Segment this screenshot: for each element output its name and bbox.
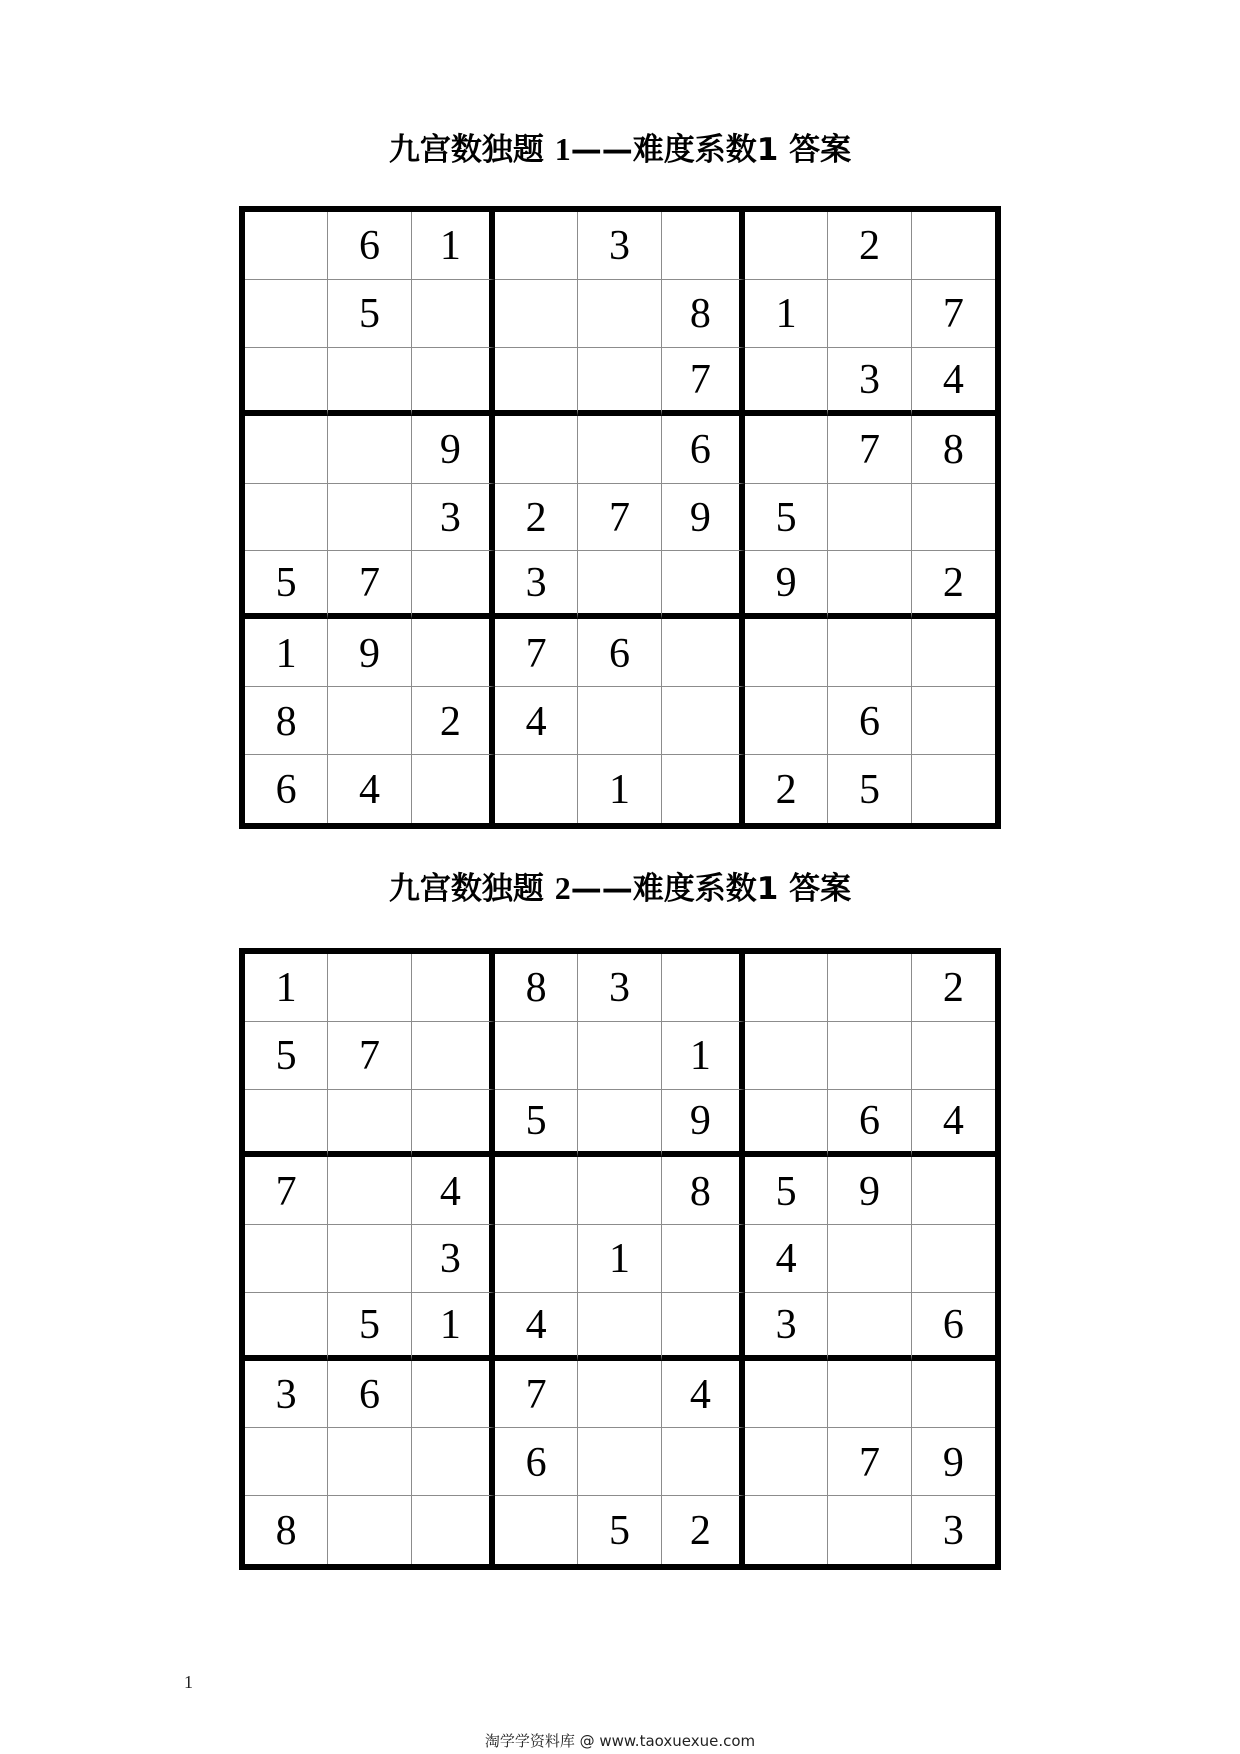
puzzle-1-title [0,131,1240,168]
sudoku-cell: 1 [578,1225,661,1293]
sudoku-cell [328,1496,411,1564]
sudoku-cell [578,1090,661,1158]
sudoku-cell [412,1361,495,1429]
sudoku-cell [412,348,495,416]
sudoku-cell: 4 [745,1225,828,1293]
sudoku-cell: 7 [328,551,411,619]
sudoku-cell: 1 [245,619,328,687]
sudoku-cell: 1 [662,1022,745,1090]
sudoku-cell: 5 [745,484,828,552]
sudoku-cell [328,1090,411,1158]
sudoku-cell [745,1361,828,1429]
sudoku-cell [495,280,578,348]
puzzle-1-title-prefix: 九宫数独题 [388,132,555,168]
sudoku-cell [495,212,578,280]
sudoku-cell: 2 [912,551,995,619]
sudoku-grid-1 [239,206,1001,829]
sudoku-cell [912,212,995,280]
sudoku-cell [828,484,911,552]
sudoku-cell [328,1225,411,1293]
sudoku-cell [745,1090,828,1158]
sudoku-cell: 5 [495,1090,578,1158]
sudoku-cell [912,619,995,687]
sudoku-cell [578,1022,661,1090]
sudoku-cell: 3 [412,1225,495,1293]
sudoku-cell: 9 [912,1428,995,1496]
sudoku-cell: 4 [495,687,578,755]
sudoku-cell [662,619,745,687]
sudoku-cell [412,1428,495,1496]
sudoku-cell: 6 [245,755,328,823]
sudoku-cell [662,1225,745,1293]
sudoku-cell [412,954,495,1022]
sudoku-cell: 4 [662,1361,745,1429]
sudoku-cell: 4 [912,348,995,416]
sudoku-cell: 2 [662,1496,745,1564]
sudoku-cell [578,1157,661,1225]
sudoku-cell [578,1293,661,1361]
sudoku-cell [828,551,911,619]
sudoku-cell: 1 [245,954,328,1022]
sudoku-cell [745,1022,828,1090]
sudoku-cell [578,687,661,755]
sudoku-grid-2 [239,948,1001,1570]
sudoku-cell: 7 [328,1022,411,1090]
sudoku-cell [578,1361,661,1429]
sudoku-cell [578,1428,661,1496]
sudoku-cell: 2 [745,755,828,823]
sudoku-cell [245,1090,328,1158]
sudoku-cell [828,280,911,348]
sudoku-cell: 7 [662,348,745,416]
sudoku-cell [912,1157,995,1225]
sudoku-cell: 4 [495,1293,578,1361]
sudoku-cell [912,1225,995,1293]
puzzle-2-title [0,870,1240,907]
sudoku-cell [245,212,328,280]
sudoku-cell [828,1361,911,1429]
sudoku-cell [328,416,411,484]
sudoku-cell: 2 [828,212,911,280]
sudoku-cell [662,212,745,280]
sudoku-cell [828,1022,911,1090]
sudoku-cell: 5 [745,1157,828,1225]
sudoku-cell [578,416,661,484]
sudoku-cell: 6 [912,1293,995,1361]
sudoku-cell [578,280,661,348]
sudoku-cell [662,687,745,755]
sudoku-cell [328,1157,411,1225]
puzzle-1-title-number: 1 [554,131,571,167]
sudoku-cell: 5 [328,280,411,348]
sudoku-cell: 3 [578,212,661,280]
sudoku-cell: 7 [912,280,995,348]
sudoku-cell: 2 [495,484,578,552]
page-number: 1 [184,1672,193,1692]
sudoku-cell [495,348,578,416]
sudoku-cell: 6 [328,1361,411,1429]
sudoku-cell [328,1428,411,1496]
sudoku-cell [828,1225,911,1293]
sudoku-cell: 2 [912,954,995,1022]
sudoku-cell: 7 [828,1428,911,1496]
sudoku-cell [745,619,828,687]
sudoku-cell [662,1428,745,1496]
sudoku-cell [245,280,328,348]
sudoku-cell: 6 [828,1090,911,1158]
sudoku-cell [412,551,495,619]
sudoku-cell: 7 [495,1361,578,1429]
sudoku-cell [745,954,828,1022]
sudoku-cell: 8 [245,687,328,755]
sudoku-cell: 9 [828,1157,911,1225]
sudoku-cell: 1 [412,1293,495,1361]
sudoku-cell: 5 [828,755,911,823]
sudoku-cell: 4 [912,1090,995,1158]
sudoku-cell: 7 [245,1157,328,1225]
sudoku-cell: 5 [328,1293,411,1361]
sudoku-cell [245,1293,328,1361]
sudoku-cell: 1 [745,280,828,348]
sudoku-cell: 9 [745,551,828,619]
sudoku-cell: 3 [828,348,911,416]
sudoku-cell: 3 [245,1361,328,1429]
sudoku-cell [412,1090,495,1158]
sudoku-cell [245,1225,328,1293]
sudoku-cell: 1 [578,755,661,823]
sudoku-cell [328,687,411,755]
sudoku-cell: 7 [828,416,911,484]
sudoku-cell: 5 [578,1496,661,1564]
sudoku-cell [745,416,828,484]
sudoku-cell: 8 [245,1496,328,1564]
footer-watermark [0,1730,1240,1751]
sudoku-cell: 3 [745,1293,828,1361]
sudoku-cell: 3 [578,954,661,1022]
sudoku-cell [912,1022,995,1090]
sudoku-cell [495,1022,578,1090]
sudoku-cell [912,1361,995,1429]
sudoku-cell [662,954,745,1022]
sudoku-cell [578,551,661,619]
sudoku-cell: 9 [412,416,495,484]
sudoku-cell [662,551,745,619]
sudoku-cell [412,1022,495,1090]
sudoku-cell [912,755,995,823]
sudoku-cell: 3 [495,551,578,619]
sudoku-cell: 6 [662,416,745,484]
sudoku-cell [745,1428,828,1496]
sudoku-cell [245,416,328,484]
sudoku-cell [662,755,745,823]
sudoku-cell [662,1293,745,1361]
sudoku-cell: 1 [412,212,495,280]
sudoku-cell [328,954,411,1022]
sudoku-cell [828,954,911,1022]
puzzle-2-title-suffix: ——难度系数1 答案 [570,871,852,907]
sudoku-cell: 5 [245,551,328,619]
sudoku-cell [328,484,411,552]
sudoku-cell: 4 [412,1157,495,1225]
sudoku-cell: 9 [662,484,745,552]
sudoku-cell [412,1496,495,1564]
sudoku-cell [245,348,328,416]
sudoku-cell [245,1428,328,1496]
sudoku-cell: 7 [495,619,578,687]
sudoku-cell [412,280,495,348]
sudoku-cell [745,687,828,755]
sudoku-cell: 5 [245,1022,328,1090]
sudoku-cell: 7 [578,484,661,552]
sudoku-cell [245,484,328,552]
sudoku-cell [495,1157,578,1225]
puzzle-2-title-prefix: 九宫数独题 [388,871,555,907]
sudoku-cell: 9 [662,1090,745,1158]
sudoku-cell [912,687,995,755]
sudoku-cell: 6 [828,687,911,755]
puzzle-2-title-number: 2 [554,870,571,906]
sudoku-cell: 8 [662,1157,745,1225]
sudoku-cell [578,348,661,416]
sudoku-cell: 8 [495,954,578,1022]
sudoku-cell [412,755,495,823]
sudoku-cell: 3 [942,1508,964,1555]
sudoku-cell [745,212,828,280]
sudoku-cell: 2 [412,687,495,755]
puzzle-1-title-suffix: ——难度系数1 答案 [570,132,852,168]
sudoku-cell: 6 [328,212,411,280]
sudoku-cell [495,416,578,484]
sudoku-cell [328,348,411,416]
sudoku-cell: 4 [328,755,411,823]
sudoku-cell [828,1496,911,1564]
sudoku-cell [495,1225,578,1293]
sudoku-cell [412,619,495,687]
sudoku-cell: 3 [412,484,495,552]
sudoku-cell [495,1496,578,1564]
sudoku-cell: 8 [662,280,745,348]
sudoku-cell: 6 [578,619,661,687]
sudoku-cell [745,348,828,416]
footer-text: 淘学学资料库 @ www.taoxuexue.com [484,1732,756,1750]
sudoku-cell [828,619,911,687]
sudoku-cell: 8 [912,416,995,484]
sudoku-cell [745,1496,828,1564]
sudoku-cell [495,755,578,823]
sudoku-cell [912,484,995,552]
sudoku-cell: 6 [495,1428,578,1496]
sudoku-cell: 9 [328,619,411,687]
sudoku-cell [828,1293,911,1361]
